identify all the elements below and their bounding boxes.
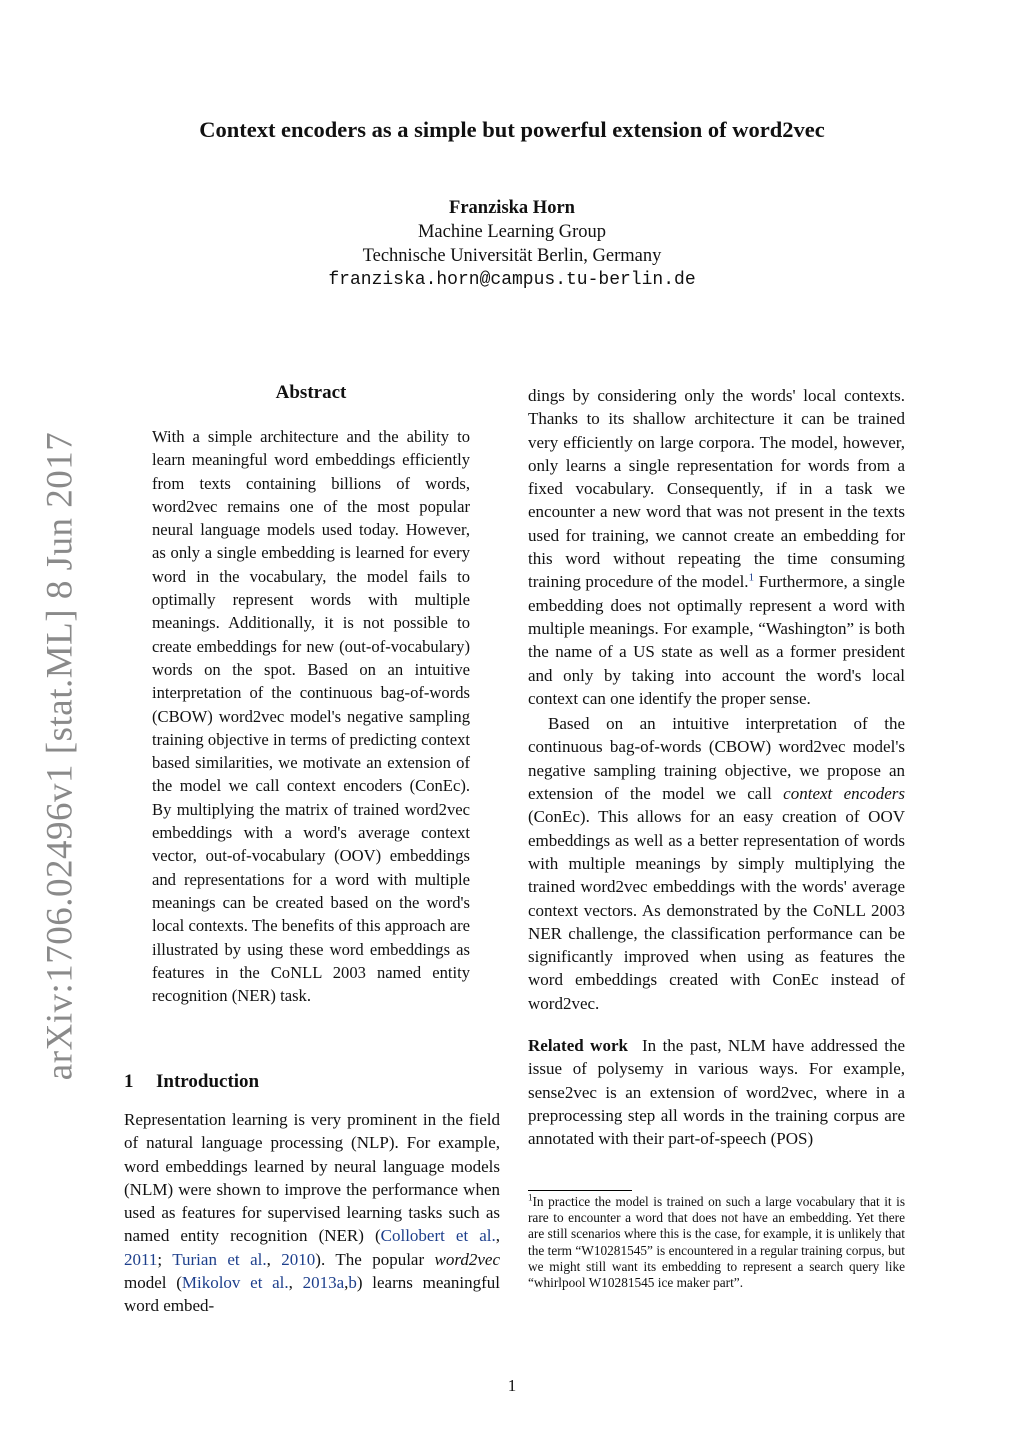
intro-text-part: Furthermore, a single embedding does not optimally represent a word with multiple meanings. For example, “Washington” is both the name of a US state as well as a former president and only by taking into account the word's local context can one identify the proper sense. — [528, 572, 905, 708]
right-column — [528, 384, 905, 1151]
intro-text-part: model ( — [124, 1273, 182, 1293]
related-work-paragraph — [528, 1034, 905, 1150]
abstract-text: With a simple architecture and the ability to learn meaningful word embeddings efficiently from texts containing billions of words, word2vec remains one of the most popular neural language models used today. However, as only a single embedding is learned for every word in the vocabulary, the model fails to optimally represent words with multiple meanings. Additionally, it is not possible to create embeddings for new (out-of-vocabulary) words on the spot. Based on an intuitive interpretation of the continuous bag-of-words (CBOW) word2vec model's negative sampling training objective in terms of predicting context based similarities, we motivate an extension of the model we call context encoders (ConEc). By multiplying the matrix of trained word2vec embeddings with a word's average context vector, out-of-vocabulary (OOV) embeddings and representations for a word with multiple meanings can be created based on the word's local contexts. The benefits of this approach are illustrated by using these word embeddings as features in the CoNLL 2003 named entity recognition (NER) task. — [152, 427, 470, 1006]
citation-link-collobert[interactable]: Collobert et al. — [380, 1226, 496, 1246]
footnote-reference-link[interactable]: 1 — [748, 571, 755, 584]
intro-text-part: Based on an intuitive interpretation of the continuous bag-of-words (CBOW) word2vec model's negative sampling training objective, we propose an extension of the model we call — [528, 714, 905, 804]
citation-link-mikolov-2013a[interactable]: 2013a — [302, 1273, 345, 1293]
arxiv-identifier-stamp: arXiv:1706.02496v1 [stat.ML] 8 Jun 2017 — [39, 431, 81, 1081]
citation-separator: , — [495, 1226, 500, 1246]
citation-separator: , — [288, 1273, 303, 1293]
citation-separator: ; — [157, 1249, 173, 1269]
intro-paragraph-continued — [528, 384, 905, 710]
intro-text-part: Representation learning is very prominent in the field of natural language processing (NLP). For example, word embeddings learned by neural language models (NLM) were shown to improve the performance when used as features for supervised learning tasks such as named entity recognition (NER) ( — [124, 1110, 500, 1246]
author-email: franziska.horn@campus.tu-berlin.de — [328, 270, 696, 290]
intro-text-part: dings by considering only the words' local contexts. Thanks to its shallow architecture it can be trained very efficiently on large corpora. The model, however, only learns a single representation for words from a fixed vocabulary. Consequently, if in a task we encounter a new word that was not present in the texts used for training, we cannot create an embedding for this word without repeating the time consuming training procedure of the model. — [528, 386, 905, 592]
author-institution: Technische Universität Berlin, Germany — [362, 246, 662, 266]
word2vec-emphasis: word2vec — [434, 1249, 501, 1269]
footnote-divider — [528, 1190, 632, 1191]
citation-link-turian-year[interactable]: 2010 — [281, 1249, 316, 1269]
section-number: 1 — [124, 1071, 134, 1092]
section-title: Introduction — [156, 1071, 260, 1092]
footnote — [528, 1194, 905, 1291]
author-name: Franziska Horn — [449, 198, 575, 218]
intro-text-part: (ConEc). This allows for an easy creation of OOV embeddings as well as a better representation of words with multiple meanings by simply multiplying the trained word2vec embeddings with the words' average context vectors. As demonstrated by the CoNLL 2003 NER challenge, the classification performance can be significantly improved when using as features the word embeddings created with ConEc instead of word2vec. — [528, 807, 905, 1013]
page-number: 1 — [507, 1376, 517, 1395]
section-heading-introduction — [124, 1071, 500, 1093]
intro-text-part: ) learns meaningful word embed- — [124, 1273, 501, 1316]
intro-text-part: ). The popular — [315, 1249, 435, 1269]
author-block — [0, 196, 1024, 292]
citation-link-mikolov-2013b[interactable]: b — [348, 1273, 357, 1293]
intro-paragraph-conec — [528, 712, 905, 1015]
author-group: Machine Learning Group — [417, 222, 607, 242]
intro-paragraph-left — [124, 1108, 500, 1318]
abstract-heading: Abstract — [275, 382, 347, 403]
context-encoders-emphasis: context encoders — [783, 784, 905, 804]
citation-link-turian[interactable]: Turian et al. — [172, 1249, 267, 1269]
citation-separator: , — [344, 1273, 349, 1293]
related-work-heading: Related work — [528, 1036, 628, 1056]
paper-title: Context encoders as a simple but powerful extension of word2vec — [199, 117, 825, 142]
citation-link-mikolov[interactable]: Mikolov et al. — [181, 1273, 289, 1293]
footnote-text: In practice the model is trained on such a large vocabulary that it is rare to encounter a word that does not have an embedding. Yet there are still scenarios where this is the case, for example, it is unlikely that the term “W10281545” is encountered in a regular training corpus, but we might still want its embedding to represent a search query like “whirlpool W10281545 ice maker part”. — [528, 1194, 905, 1291]
footnote-mark: 1 — [528, 1192, 533, 1203]
related-work-text: In the past, NLM have addressed the issue of polysemy in various ways. For example, sense2vec is an extension of word2vec, where in a preprocessing step all words in the training corpus are annotated with their part-of-speech (POS) — [528, 1036, 905, 1149]
citation-link-collobert-year[interactable]: 2011 — [124, 1249, 158, 1269]
citation-separator: , — [266, 1249, 282, 1269]
